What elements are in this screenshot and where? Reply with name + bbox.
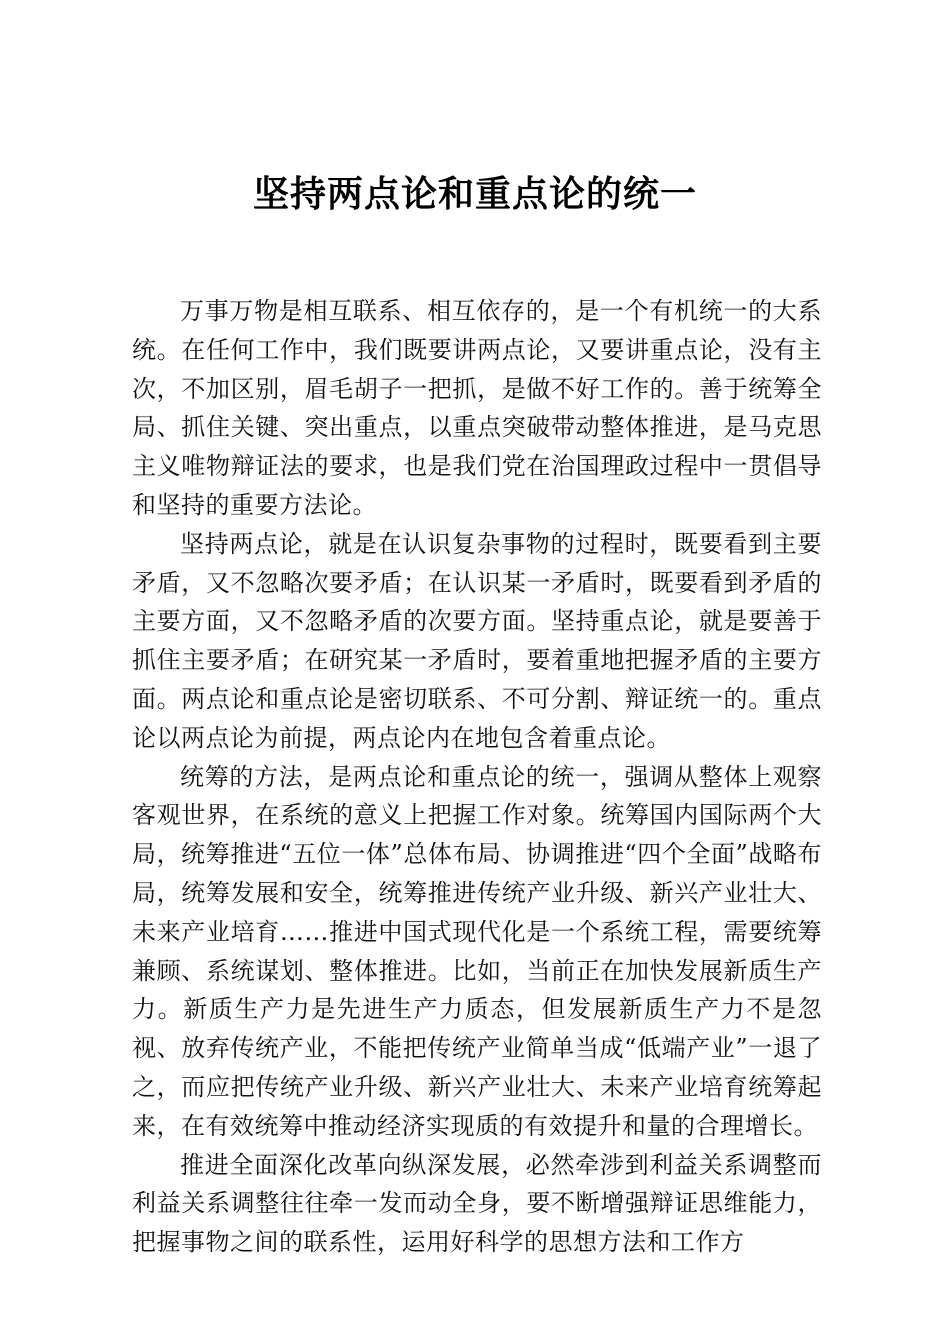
document-title: 坚持两点论和重点论的统一 [252, 173, 697, 215]
paragraph: 统筹的方法，是两点论和重点论的统一，强调从整体上观察客观世界，在系统的意义上把握工作对象。统筹国内国际两个大局，统筹推进“五位一体”总体布局、协调推进“四个全面”战略布局，统筹发展和安全，统筹推进传统产业升级、新兴产业壮大、未来产业培育……推进中国式现代化是一个系统工程，需要统筹兼顾、系统谋划、整体推进。比如，当前正在加快发展新质生产力。新质生产力是先进生产力质态，但发展新质生产力不是忽视、放弃传统产业，不能把传统产业简单当成“低端产业”一退了之，而应把传统产业升级、新兴产业壮大、未来产业培育统筹起来，在有效统筹中推动经济实现质的有效提升和量的合理增长。 [132, 762, 822, 1140]
document-body [132, 292, 822, 1262]
paragraph: 推进全面深化改革向纵深发展，必然牵涉到利益关系调整而利益关系调整往往牵一发而动全身，要不断增强辩证思维能力，把握事物之间的联系性，运用好科学的思想方法和工作方 [132, 1150, 822, 1257]
paragraph: 坚持两点论，就是在认识复杂事物的过程时，既要看到主要矛盾，又不忽略次要矛盾；在认识某一矛盾时，既要看到矛盾的主要方面，又不忽略矛盾的次要方面。坚持重点论，就是要善于抓住主要矛盾；在研究某一矛盾时，要着重地把握矛盾的主要方面。两点论和重点论是密切联系、不可分割、辩证统一的。重点论以两点论为前提，两点论内在地包含着重点论。 [132, 529, 822, 752]
paragraph: 万事万物是相互联系、相互依存的，是一个有机统一的大系统。在任何工作中，我们既要讲两点论，又要讲重点论，没有主次，不加区别，眉毛胡子一把抓，是做不好工作的。善于统筹全局、抓住关键、突出重点，以重点突破带动整体推进，是马克思主义唯物辩证法的要求，也是我们党在治国理政过程中一贯倡导和坚持的重要方法论。 [132, 297, 822, 519]
